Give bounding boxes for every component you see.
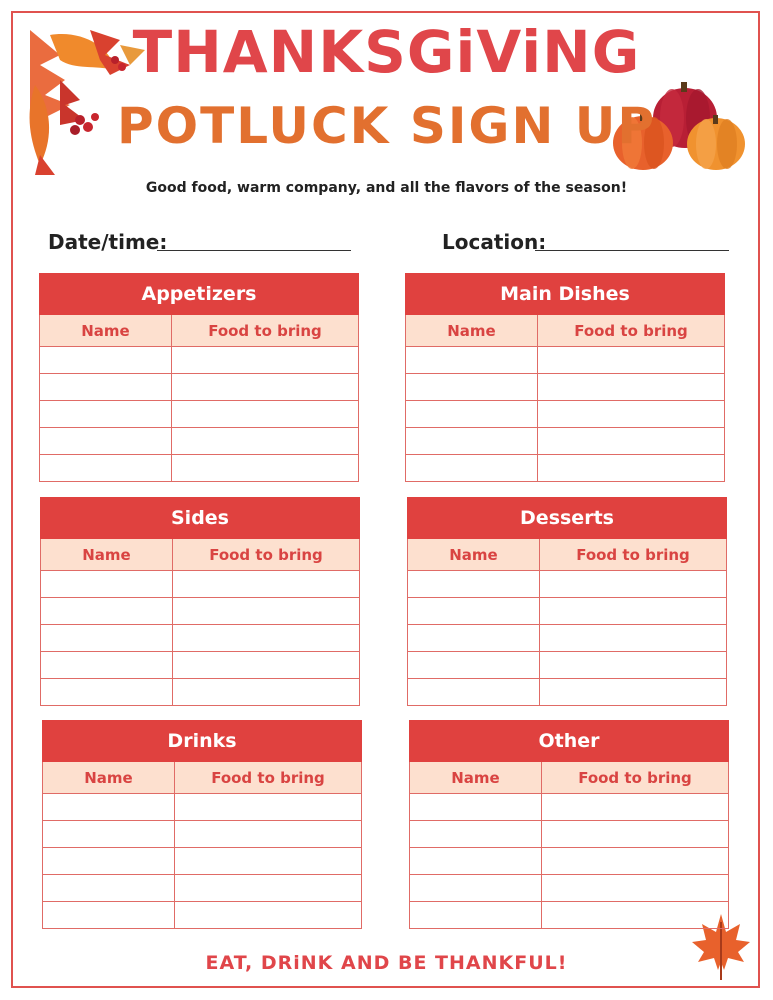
food-cell[interactable] [540, 571, 727, 597]
table-row[interactable] [408, 625, 727, 652]
location-label: Location: [442, 230, 547, 254]
table-row[interactable] [406, 455, 725, 482]
table-title: Drinks [42, 720, 362, 762]
name-cell[interactable] [43, 902, 175, 928]
location-line[interactable] [535, 250, 729, 251]
column-name: Name [408, 539, 540, 570]
table-row[interactable] [41, 598, 360, 625]
table-row[interactable] [41, 679, 360, 706]
food-cell[interactable] [172, 347, 359, 373]
food-cell[interactable] [540, 625, 727, 651]
table-row[interactable] [40, 401, 359, 428]
table-title: Desserts [407, 497, 727, 539]
food-cell[interactable] [173, 652, 360, 678]
table-sides [40, 497, 360, 706]
date-time-label: Date/time: [48, 230, 168, 254]
page-subtitle-heading: POTLUCK SIGN UP [117, 97, 656, 155]
table-title: Appetizers [39, 273, 359, 315]
name-cell[interactable] [408, 598, 540, 624]
date-time-line[interactable] [157, 250, 351, 251]
column-food: Food to bring [542, 762, 729, 793]
table-row[interactable] [408, 652, 727, 679]
column-name: Name [43, 762, 175, 793]
food-cell[interactable] [175, 902, 362, 928]
column-name: Name [40, 315, 172, 346]
name-cell[interactable] [40, 428, 172, 454]
name-cell[interactable] [43, 794, 175, 820]
food-cell[interactable] [172, 455, 359, 481]
table-header-row [41, 539, 360, 571]
table-drinks [42, 720, 362, 929]
table-row[interactable] [406, 374, 725, 401]
food-cell[interactable] [542, 875, 729, 901]
name-cell[interactable] [410, 821, 542, 847]
table-row[interactable] [410, 821, 729, 848]
page-title: THANKSGiViNG [132, 18, 641, 86]
name-cell[interactable] [41, 679, 173, 705]
tagline: Good food, warm company, and all the flavors of the season! [145, 180, 628, 196]
food-cell[interactable] [175, 821, 362, 847]
name-cell[interactable] [408, 625, 540, 651]
column-food: Food to bring [540, 539, 727, 570]
name-cell[interactable] [41, 652, 173, 678]
table-row[interactable] [43, 902, 362, 929]
column-food: Food to bring [173, 539, 360, 570]
table-title: Other [409, 720, 729, 762]
table-appetizers [39, 273, 359, 482]
food-cell[interactable] [173, 625, 360, 651]
table-row[interactable] [43, 875, 362, 902]
table-row[interactable] [406, 347, 725, 374]
column-name: Name [406, 315, 538, 346]
food-cell[interactable] [538, 401, 725, 427]
table-row[interactable] [43, 848, 362, 875]
food-cell[interactable] [538, 428, 725, 454]
column-food: Food to bring [172, 315, 359, 346]
column-food: Food to bring [538, 315, 725, 346]
table-title: Sides [40, 497, 360, 539]
name-cell[interactable] [408, 679, 540, 705]
table-row[interactable] [408, 598, 727, 625]
table-header-row [43, 762, 362, 794]
name-cell[interactable] [406, 374, 538, 400]
name-cell[interactable] [43, 875, 175, 901]
table-row[interactable] [410, 875, 729, 902]
table-row[interactable] [410, 794, 729, 821]
table-row[interactable] [410, 902, 729, 929]
food-cell[interactable] [173, 598, 360, 624]
name-cell[interactable] [410, 848, 542, 874]
column-name: Name [41, 539, 173, 570]
name-cell[interactable] [410, 902, 542, 928]
food-cell[interactable] [172, 428, 359, 454]
food-cell[interactable] [542, 848, 729, 874]
name-cell[interactable] [410, 875, 542, 901]
food-cell[interactable] [540, 679, 727, 705]
table-row[interactable] [406, 428, 725, 455]
name-cell[interactable] [40, 374, 172, 400]
table-row[interactable] [41, 625, 360, 652]
column-food: Food to bring [175, 762, 362, 793]
table-header-row [40, 315, 359, 347]
name-cell[interactable] [43, 848, 175, 874]
food-cell[interactable] [172, 374, 359, 400]
name-cell[interactable] [41, 571, 173, 597]
food-cell[interactable] [173, 571, 360, 597]
column-name: Name [410, 762, 542, 793]
table-main-dishes [405, 273, 725, 482]
food-cell[interactable] [538, 374, 725, 400]
food-cell[interactable] [540, 652, 727, 678]
name-cell[interactable] [406, 428, 538, 454]
food-cell[interactable] [540, 598, 727, 624]
food-cell[interactable] [538, 347, 725, 373]
food-cell[interactable] [175, 794, 362, 820]
table-row[interactable] [41, 571, 360, 598]
table-row[interactable] [408, 679, 727, 706]
name-cell[interactable] [40, 455, 172, 481]
food-cell[interactable] [538, 455, 725, 481]
name-cell[interactable] [410, 794, 542, 820]
name-cell[interactable] [406, 455, 538, 481]
name-cell[interactable] [406, 347, 538, 373]
food-cell[interactable] [175, 875, 362, 901]
food-cell[interactable] [175, 848, 362, 874]
table-row[interactable] [408, 571, 727, 598]
food-cell[interactable] [173, 679, 360, 705]
table-row[interactable] [43, 821, 362, 848]
table-row[interactable] [41, 652, 360, 679]
table-row[interactable] [410, 848, 729, 875]
table-desserts [407, 497, 727, 706]
name-cell[interactable] [40, 401, 172, 427]
food-cell[interactable] [542, 821, 729, 847]
table-row[interactable] [43, 794, 362, 821]
name-cell[interactable] [40, 347, 172, 373]
table-row[interactable] [406, 401, 725, 428]
table-header-row [410, 762, 729, 794]
food-cell[interactable] [172, 401, 359, 427]
table-title: Main Dishes [405, 273, 725, 315]
name-cell[interactable] [406, 401, 538, 427]
food-cell[interactable] [542, 902, 729, 928]
table-row[interactable] [40, 347, 359, 374]
name-cell[interactable] [41, 598, 173, 624]
name-cell[interactable] [43, 821, 175, 847]
table-row[interactable] [40, 455, 359, 482]
table-row[interactable] [40, 428, 359, 455]
food-cell[interactable] [542, 794, 729, 820]
name-cell[interactable] [408, 571, 540, 597]
table-other [409, 720, 729, 929]
table-header-row [406, 315, 725, 347]
table-row[interactable] [40, 374, 359, 401]
name-cell[interactable] [41, 625, 173, 651]
footer-slogan: EAT, DRiNK AND BE THANKFUL! [205, 952, 568, 974]
table-header-row [408, 539, 727, 571]
name-cell[interactable] [408, 652, 540, 678]
